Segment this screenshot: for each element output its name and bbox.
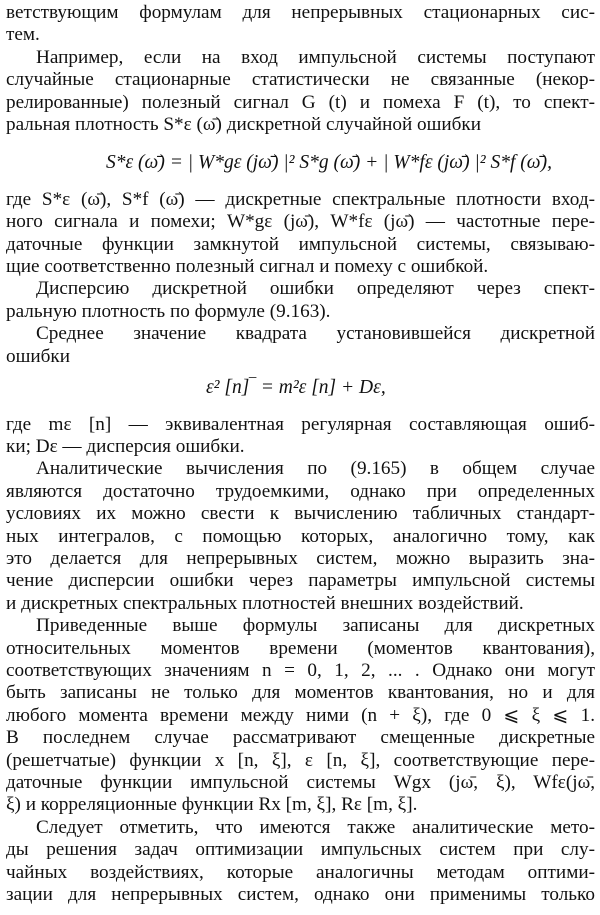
text-line: чайных воздействиях, которые аналогичны методам оптими- [6, 861, 595, 883]
text-line: ошибки [6, 345, 70, 367]
text-line: ральная плотность S*ε (ω̄) дискретной случайной ошибки [6, 114, 482, 136]
text-line: (решетчатые) функции x [n, ξ], ε [n, ξ], соответствующие пере- [6, 749, 595, 771]
text-line: и дискретных спектральных плотностей внешних воздействий. [6, 592, 524, 614]
text-line: ных интегралов, с помощью которых, аналогично тому, как [6, 525, 595, 547]
text-line: ного сигнала и помехи; W*gε (jω̄), W*fε (jω̄) — частотные пере- [6, 211, 595, 233]
text-line: где mε [n] — эквивалентная регулярная составляющая ошиб- [6, 413, 595, 435]
text-line: В последнем случае рассматривают смещенные дискретные [6, 727, 595, 749]
text-line: Аналитические вычисления по (9.165) в общем случае [36, 458, 595, 480]
text-line: даточные функции импульсной системы Wgx (jω̄, ξ), Wfε(jω̄, [6, 772, 595, 793]
text-line: где S*ε (ω̄), S*f (ω̄) — дискретные спектральные плотности вход- [6, 188, 595, 210]
text-line: Приведенные выше формулы записаны для дискретных [36, 615, 595, 637]
text-line: случайные стационарные статистически не связанные (некор- [6, 69, 595, 91]
text-line: ξ) и корреляционные функции Rx [m, ξ], Rε [m, ξ]. [6, 794, 418, 816]
text-line: релированные) полезный сигнал G (t) и помеха F (t), то спект- [6, 91, 595, 113]
text-line: Дисперсию дискретной ошибки определяют через спект- [36, 278, 595, 300]
text-line: чение дисперсии ошибки через параметры импульсной системы [6, 570, 595, 592]
text-line: Например, если на вход импульсной системы поступают [36, 46, 595, 68]
spectral-density-formula: S*ε (ω̄) = | W*gε (jω̄) |² S*g (ω̄) + | W*fε (jω̄) |² S*f (ω̄), [106, 152, 552, 174]
text-line: Следует отметить, что имеются также аналитические мето- [36, 816, 595, 838]
text-line: ды решения задач оптимизации импульсных систем при слу- [6, 839, 595, 861]
text-line: условиях их можно свести к вычислению табличных стандарт- [6, 503, 595, 525]
text-line: относительных моментов времени (моментов квантования), [6, 637, 595, 659]
text-line: щие соответственно полезный сигнал и помеху с ошибкой. [6, 256, 489, 278]
text-line: зации для непрерывных систем, однако они применимы только [6, 884, 595, 906]
text-line: ки; Dε — дисперсия ошибки. [6, 435, 245, 457]
text-line: любого момента времени между ними (n + ξ), где 0 ⩽ ξ ⩽ 1. [6, 704, 595, 726]
mean-square-error-formula: ε² [n]‾ = m²ε [n] + Dε, [206, 377, 386, 399]
text-line: ральную плотность по формуле (9.163). [6, 300, 331, 322]
text-line: соответствующих значениям n = 0, 1, 2, ... . Однако они могут [6, 659, 595, 681]
text-line: ветствующим формулам для непрерывных стационарных сис- [6, 2, 595, 23]
text-line: даточные функции замкнутой импульсной системы, связываю- [6, 233, 595, 255]
text-line: Среднее значение квадрата установившейся дискретной [36, 323, 595, 345]
text-line: являются достаточно трудоемкими, однако при определенных [6, 480, 595, 502]
text-line: это делается для непрерывных систем, можно выразить зна- [6, 547, 595, 569]
text-line: быть записаны не только для моментов квантования, но и для [6, 682, 595, 704]
text-line: тем. [6, 24, 40, 46]
